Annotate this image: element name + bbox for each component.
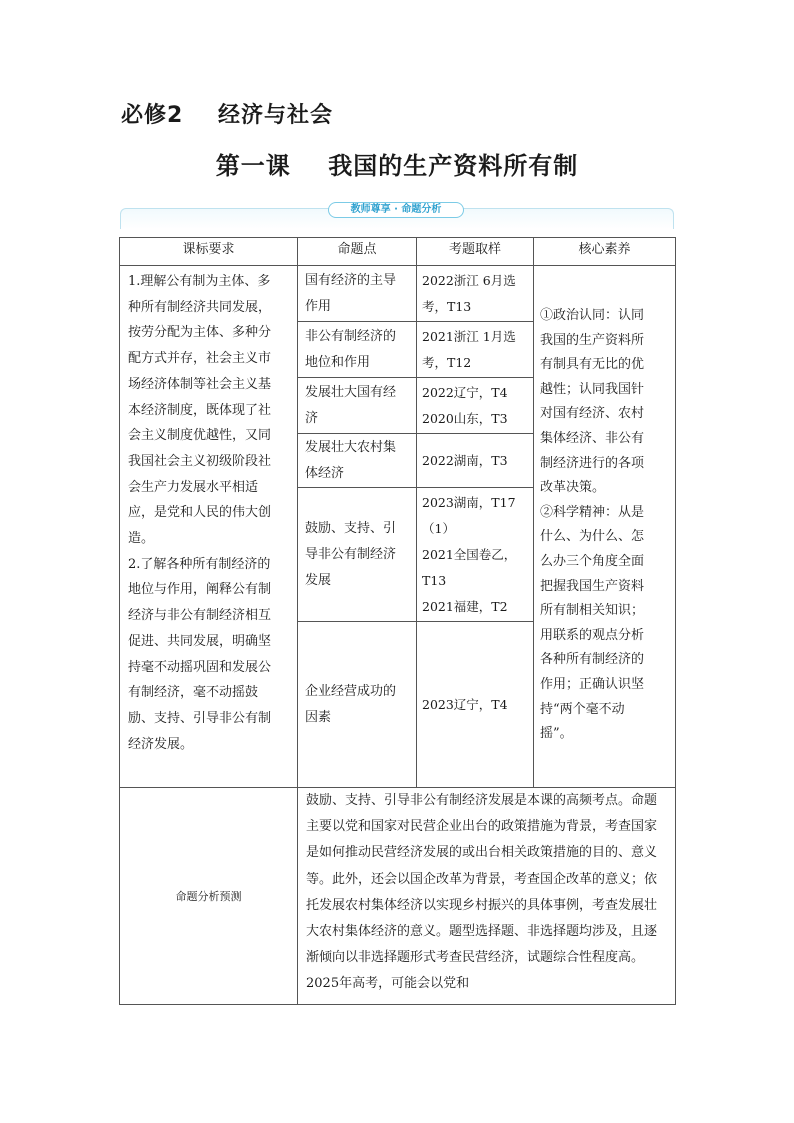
core-literacy-cell <box>534 266 676 788</box>
prediction-label: 命题分析预测 <box>120 788 298 1005</box>
exam-cell <box>417 622 534 788</box>
exam-text: 2023湖南，T17 （1） 2021全国卷乙， T13 2021福建，T2 <box>422 494 517 614</box>
analysis-table <box>119 237 676 1005</box>
exam-text: 2022辽宁，T4 2020山东，T3 <box>422 384 508 426</box>
point-text: 鼓励、支持、引 导非公有制经济 发展 <box>305 520 397 588</box>
column-header-point: 命题点 <box>298 238 417 266</box>
table-header-row <box>120 238 676 266</box>
column-header-core: 核心素养 <box>534 238 676 266</box>
point-cell <box>298 322 417 378</box>
point-cell <box>298 434 417 488</box>
column-header-curriculum: 课标要求 <box>120 238 298 266</box>
prediction-row <box>120 788 676 1005</box>
exam-text: 2022浙江 6月选 考，T13 <box>422 272 516 314</box>
exam-cell <box>417 488 534 622</box>
prediction-cell <box>298 788 676 1005</box>
exam-cell <box>417 434 534 488</box>
point-cell <box>298 378 417 434</box>
point-cell <box>298 488 417 622</box>
column-header-exam: 考题取样 <box>417 238 534 266</box>
curriculum-text: 1.理解公有制为主体、多 种所有制经济共同发展， 按劳分配为主体、多种分 配方式并存，社会主义市 场经济体制等社会主义基 本经济制度，既体现了社 会主义制度优越性，又同 我国社会主义初级阶段社 会生产力发展水平相适 应，是党和人民的伟大创 造。 2.了解各种所有制经济的 地位与作用，阐释公有制 经济与非公有制经济相互 促进、共同发展，明确坚 持毫不动摇巩固和发展公 有制经济，毫不动摇鼓 励、支持、引导非公有制 经济发展。 <box>128 274 272 752</box>
exam-cell <box>417 378 534 434</box>
lesson-title: 第一课 我国的生产资料所有制 <box>215 152 579 180</box>
banner-label: 教师尊享 · 命题分析 <box>328 202 464 218</box>
exam-cell <box>417 266 534 322</box>
curriculum-cell <box>120 266 298 788</box>
point-text: 发展壮大农村集 体经济 <box>305 439 397 481</box>
exam-text: 2021浙江 1月选 考，T12 <box>422 328 516 370</box>
exam-text: 2022湖南，T3 <box>422 452 508 468</box>
point-text: 非公有制经济的 地位和作用 <box>305 328 397 370</box>
core-literacy-text: ①政治认同：认同 我国的生产资料所 有制具有无比的优 越性；认同我国针 对国有经济、农村 集体经济、非公有 制经济进行的各项 改革决策。 ②科学精神：从是 什么、为什么、怎 么办三个角度全面 把握我国生产资料 所有制相关知识； 用联系的观点分析 各种所有制经济的 作用；正确认识坚 持“两个毫不动 摇”。 <box>540 308 645 742</box>
point-text: 国有经济的主导 作用 <box>305 272 397 314</box>
exam-cell <box>417 322 534 378</box>
exam-text: 2023辽宁，T4 <box>422 696 508 712</box>
prediction-text: 鼓励、支持、引导非公有制经济发展是本课的高频考点。命题主要以党和国家对民营企业出台的政策措施为背景，考查国家是如何推动民营经济发展的或出台相关政策措施的目的、意义等。此外，还会以国企改革为背景，考查国企改革的意义；依托发展农村集体经济以实现乡村振兴的具体事例，考查发展壮大农村集体经济的意义。题型选择题、非选择题均涉及，且逐渐倾向以非选择题形式考查民营经济，试题综合性程度高。2025年高考，可能会以党和 <box>306 793 658 992</box>
point-text: 发展壮大国有经 济 <box>305 384 397 426</box>
point-text: 企业经营成功的 因素 <box>305 683 397 725</box>
unit-title: 必修2 经济与社会 <box>121 103 333 128</box>
point-cell <box>298 622 417 788</box>
table-row <box>120 266 676 322</box>
point-cell <box>298 266 417 322</box>
